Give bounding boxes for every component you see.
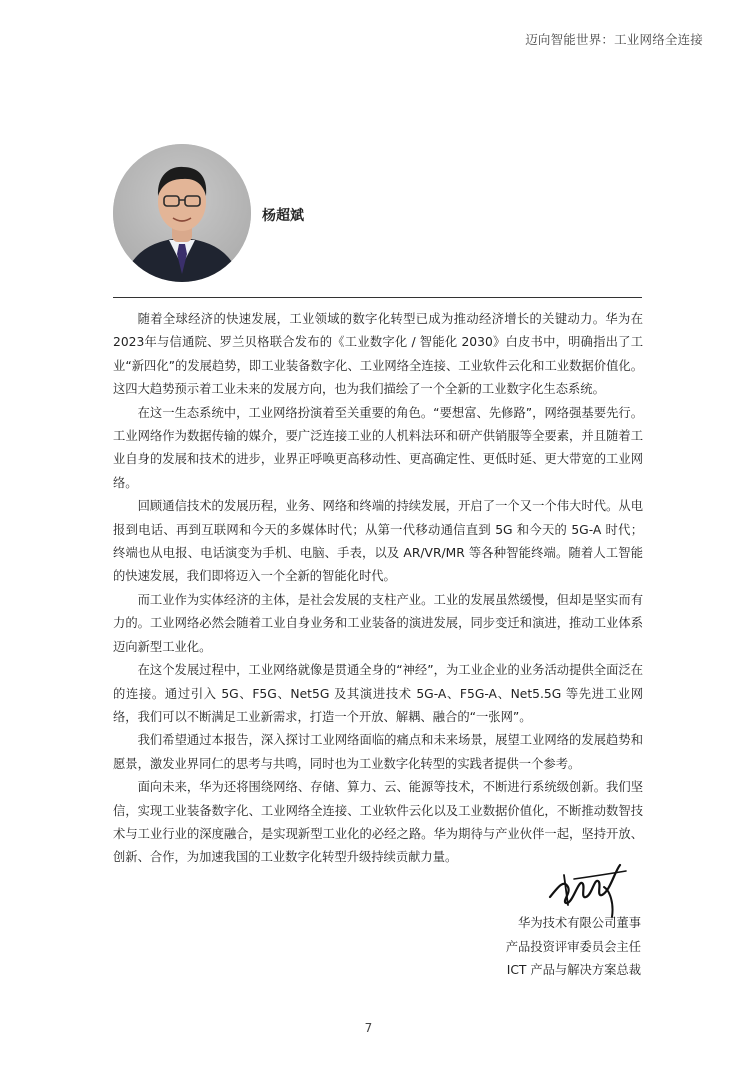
page-number: 7 [364,1021,373,1035]
paragraph: 我们希望通过本报告，深入探讨工业网络面临的痛点和未来场景，展望工业网络的发展趋势和愿景，激发业界同仁的思考与共鸣，同时也为工业数字化转型的实践者提供一个参考。 [113,733,643,771]
signoff-block [506,912,641,983]
foreword-body [113,308,643,870]
running-header: 迈向智能世界：工业网络全连接 [525,32,703,47]
signoff-title: 产品投资评审委员会主任 [505,939,641,954]
paragraph: 面向未来，华为还将围绕网络、存储、算力、云、能源等技术，不断进行系统级创新。我们坚信，实现工业装备数字化、工业网络全连接、工业软件云化以及工业数据价值化，不断推动数智技术与工业行业的深度融合，是实现新型工业化的必经之路。华为期待与产业伙伴一起，坚持开放、创新、合作，为加速我国的工业数字化转型升级持续贡献力量。 [113,780,643,865]
paragraph: 回顾通信技术的发展历程，业务、网络和终端的持续发展，开启了一个又一个伟大时代。从电报到电话、再到互联网和今天的多媒体时代；从第一代移动通信直到 5G 和今天的 5G-A 时代；终端也从电报、电话演变为手机、电脑、手表，以及 AR/VR/MR 等各种智能终端。随着人工智能的快速发展，我们即将迈入一个全新的智能化时代。 [113,499,643,584]
paragraph: 在这个发展过程中，工业网络就像是贯通全身的“神经”，为工业企业的业务活动提供全面泛在的连接。通过引入 5G、F5G、Net5G 及其演进技术 5G-A、F5G-A、Net5.5G 等先进工业网络，我们可以不断满足工业新需求，打造一个开放、解耦、融合的“一张网”。 [113,663,643,724]
signoff-title: 华为技术有限公司董事 [518,916,641,930]
handwritten-signature [544,857,634,919]
author-portrait-image [113,144,251,282]
signoff-title: ICT 产品与解决方案总裁 [506,963,641,977]
paragraph: 而工业作为实体经济的主体，是社会发展的支柱产业。工业的发展虽然缓慢，但却是坚实而有力的。工业网络必然会随着工业自身业务和工业装备的演进发展，同步变迁和演进，推动工业体系迈向新型工业化。 [113,592,643,654]
paragraph: 随着全球经济的快速发展，工业领域的数字化转型已成为推动经济增长的关键动力。华为在2023年与信通院、罗兰贝格联合发布的《工业数字化 / 智能化 2030》白皮书中，明确指出了工业“新四化”的发展趋势，即工业装备数字化、工业网络全连接、工业软件云化和工业数据价值化。这四大趋势预示着工业未来的发展方向，也为我们描绘了一个全新的工业数字化生态系统。 [113,312,643,397]
author-portrait [113,144,251,282]
author-name: 杨超斌 [262,208,304,224]
paragraph: 在这一生态系统中，工业网络扮演着至关重要的角色。“要想富、先修路”，网络强基要先行。工业网络作为数据传输的媒介，要广泛连接工业的人机料法环和研产供销服等全要素，并且随着工业自身的发展和技术的进步，业界正呼唤更高移动性、更高确定性、更低时延、更大带宽的工业网络。 [113,405,643,490]
section-divider [113,297,642,298]
